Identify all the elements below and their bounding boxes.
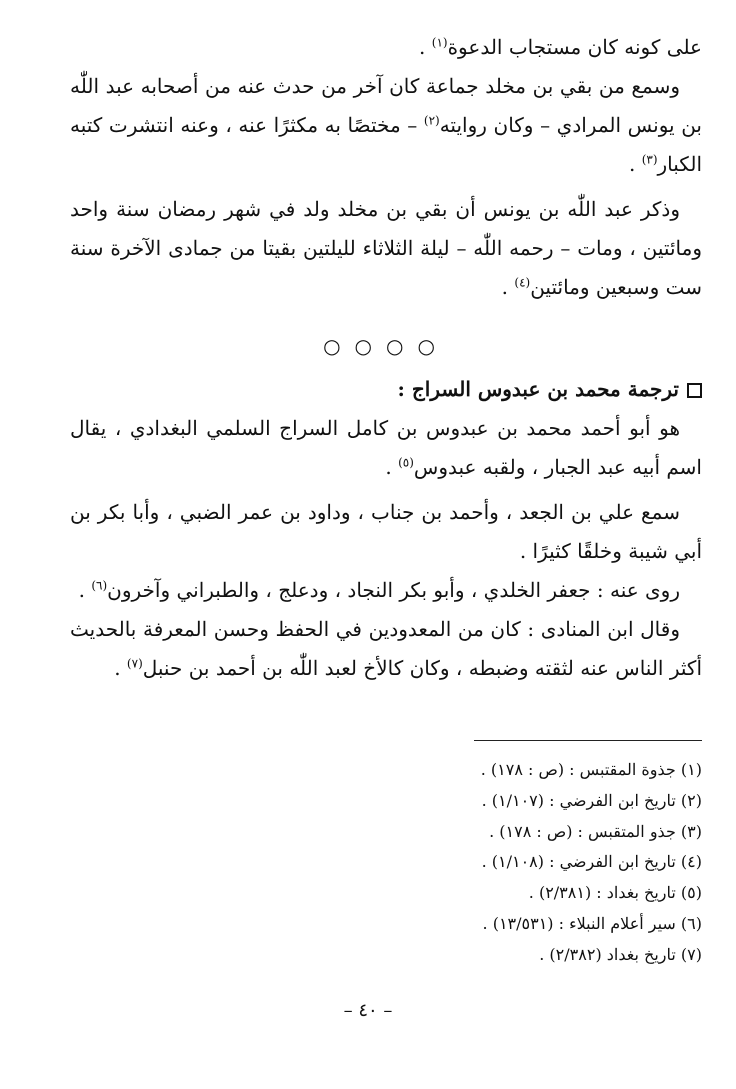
paragraph-3: وذكر عبد اللّٰه بن يونس أن بقي بن مخلد ولد في شهر رمضان سنة واحد ومائتين ، ومات – رحمه اللّٰه – ليلة الثلاثاء لليلتين بقيتا من جمادى الآخرة سنة ست وسبعين ومائتين$^{(٤)}$ . — [70, 197, 702, 299]
square-bullet-icon — [687, 383, 702, 398]
footnote-ref-6[interactable]: (٦) — [91, 578, 108, 593]
footnote-2: (٢) تاريخ ابن الفرضي : (١/١٠٧) . — [481, 790, 702, 810]
footnote-ref-3[interactable]: (٣) — [641, 152, 658, 167]
section-heading: ترجمة محمد بن عبدوس السراج : — [70, 369, 702, 409]
section-separator: ○○○○ — [323, 334, 449, 358]
paragraph-2: وسمع من بقي بن مخلد جماعة كان آخر من حدث عنه من أصحابه عبد اللّٰه بن يونس المرادي – وكان روايته$^{(٢)}$ – مختصًا به مكثرًا عنه ، وعنه انتشرت كتبه الكبار$^{(٣)}$ . — [70, 74, 702, 176]
footnote-ref-1[interactable]: (١) — [431, 35, 448, 50]
footnote-7: (٧) تاريخ بغداد (٢/٣٨٢) . — [539, 944, 702, 964]
paragraph-7: وقال ابن المنادى : كان من المعدودين في الحفظ وحسن المعرفة بالحديث أكثر الناس عنه لثقته وضبطه ، وكان كالأخ لعبد اللّٰه بن أحمد بن حنبل$^{(٧)}$ . — [70, 617, 702, 680]
footnote-divider — [474, 740, 702, 741]
page-number: – ٤٠ – — [343, 1000, 393, 1021]
main-text — [70, 28, 702, 688]
paragraph-5: سمع علي بن الجعد ، وأحمد بن جناب ، وداود بن عمر الضبي ، وأبا بكر بن أبي شيبة وخلقًا كثيرًا . — [70, 500, 702, 563]
paragraph-4: هو أبو أحمد محمد بن عبدوس بن كامل السراج السلمي البغدادي ، يقال اسم أبيه عبد الجبار ، ولقبه عبدوس$^{(٥)}$ . — [70, 416, 702, 479]
footnote-ref-4[interactable]: (٤) — [514, 275, 531, 290]
paragraph-1: على كونه كان مستجاب الدعوة$^{(١)}$ . — [419, 35, 702, 59]
footnote-ref-5[interactable]: (٥) — [398, 455, 414, 470]
footnote-ref-7[interactable]: (٧) — [126, 656, 143, 671]
paragraph-6: روى عنه : جعفر الخلدي ، وأبو بكر النجاد ، ودعلج ، والطبراني وآخرون$^{(٦)}$ . — [78, 578, 680, 602]
footnote-6: (٦) سير أعلام النبلاء : (١٣/٥٣١) . — [482, 913, 702, 933]
footnote-1: (١) جذوة المقتبس : (ص : ١٧٨) . — [480, 760, 702, 779]
footnote-3: (٣) جذو المتقبس : (ص : ١٧٨) . — [489, 821, 702, 841]
footnote-ref-2[interactable]: (٢) — [423, 113, 440, 128]
footnotes — [70, 755, 702, 971]
footnote-4: (٤) تاريخ ابن الفرضي : (١/١٠٨) . — [481, 852, 702, 872]
footnote-5: (٥) تاريخ بغداد : (٢/٣٨١) . — [528, 883, 702, 903]
